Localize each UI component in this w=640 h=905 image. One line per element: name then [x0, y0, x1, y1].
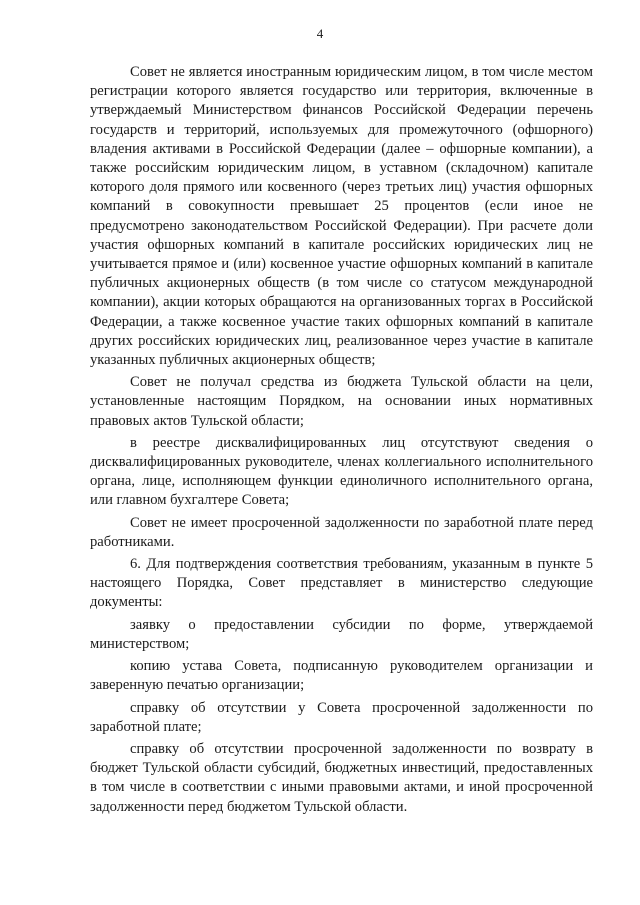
- paragraph-no-regional-funds: Совет не получал средства из бюджета Тульской области на цели, установленные настоящим Порядком, на основании иных нормативных правовых актов Тульской области;: [90, 374, 593, 429]
- paragraph-item-6-documents: 6. Для подтверждения соответствия требованиям, указанным в пункте 5 настоящего Порядка, Совет представляет в министерство следующие документы:: [90, 556, 593, 611]
- paragraph-offshore-status: Совет не является иностранным юридическим лицом, в том числе местом регистрации которого является государство или территория, включенные в утверждаемый Министерством финансов Российской Федерации перечень государств и территорий, используемых для промежуточного (офшорного) владения активами в Российской Федерации (далее – офшорные компании), а также российским юридическим лицом, в уставном (складочном) капитале которого доля прямого или косвенного (через третьих лиц) участия офшорных компаний в совокупности превышает 25 процентов (если иное не предусмотрено законодательством Российской Федерации). При расчете доли участия офшорных компаний в капитале российских юридических лиц не учитывается прямое и (или) косвенное участие офшорных компаний в капитале публичных акционерных обществ (в том числе со статусом международной компании), акции которых обращаются на организованных торгах в Российской Федерации, а также косвенное участие таких офшорных компаний в капитале других российских юридических лиц, реализованное через участие в капитале указанных публичных акционерных обществ;: [90, 64, 593, 369]
- page-number: 4: [316, 26, 324, 41]
- paragraph-budget-debt-certificate: справку об отсутствии просроченной задолженности по возврату в бюджет Тульской области субсидий, бюджетных инвестиций, предоставленных в том числе в соответствии с иными правовыми актами, и иной просроченной задолженности перед бюджетом Тульской области.: [90, 740, 593, 815]
- paragraph-disqualified-registry: в реестре дисквалифицированных лиц отсутствуют сведения о дисквалифицированных руководителе, членах коллегиального исполнительного органа, лице, исполняющем функции единоличного исполнительного органа, или главном бухгалтере Совета;: [90, 434, 593, 509]
- paragraph-no-wage-arrears: Совет не имеет просроченной задолженности по заработной плате перед работниками.: [90, 514, 593, 550]
- paragraph-wage-certificate: справку об отсутствии у Совета просроченной задолженности по заработной плате;: [90, 699, 593, 735]
- paragraph-application: заявку о предоставлении субсидии по форме, утверждаемой министерством;: [90, 616, 593, 652]
- paragraph-charter-copy: копию устава Совета, подписанную руководителем организации и заверенную печатью организации;: [90, 658, 593, 694]
- document-body: [90, 63, 593, 817]
